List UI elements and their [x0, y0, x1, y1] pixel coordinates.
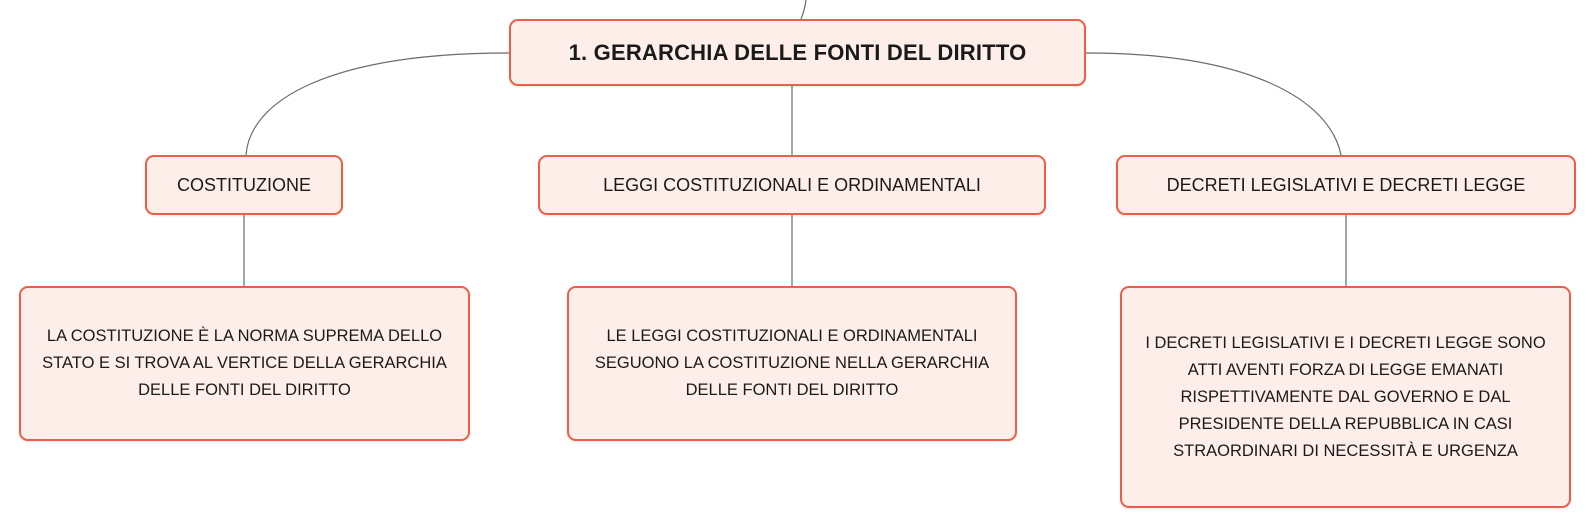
branch-label: DECRETI LEGISLATIVI E DECRETI LEGGE [1166, 174, 1526, 195]
branch-label: COSTITUZIONE [177, 174, 311, 195]
root-topic[interactable] [509, 19, 1086, 86]
detail-line: LA COSTITUZIONE È LA NORMA SUPREMA DELLO [46, 327, 443, 345]
detail-line: RISPETTIVAMENTE DAL GOVERNO E DAL [1180, 387, 1511, 406]
connector-root-to-decreti [1086, 53, 1341, 155]
detail-decreti-legislativi[interactable] [1120, 286, 1571, 508]
detail-line: DELLE FONTI DEL DIRITTO [138, 381, 351, 399]
branch-leggi-costituzionali[interactable] [538, 155, 1046, 215]
detail-line: STRAORDINARI DI NECESSITÀ E URGENZA [1173, 441, 1518, 460]
detail-line: LE LEGGI COSTITUZIONALI E ORDINAMENTALI [606, 327, 978, 345]
detail-text [595, 323, 989, 404]
detail-text [42, 323, 447, 404]
detail-line: ATTI AVENTI FORZA DI LEGGE EMANATI [1187, 360, 1504, 379]
detail-line: STATO E SI TROVA AL VERTICE DELLA GERARCHIA [42, 354, 447, 372]
detail-line: I DECRETI LEGISLATIVI E I DECRETI LEGGE SONO [1145, 333, 1546, 352]
branch-costituzione[interactable] [145, 155, 343, 215]
detail-leggi-costituzionali[interactable] [567, 286, 1017, 441]
branch-label: LEGGI COSTITUZIONALI E ORDINAMENTALI [603, 174, 981, 195]
detail-costituzione[interactable] [19, 286, 470, 441]
detail-line: SEGUONO LA COSTITUZIONE NELLA GERARCHIA [594, 354, 990, 372]
detail-text [1145, 330, 1545, 465]
detail-line: DELLE FONTI DEL DIRITTO [685, 381, 899, 399]
detail-line: PRESIDENTE DELLA REPUBBLICA IN CASI [1178, 414, 1513, 433]
root-topic-label: 1. GERARCHIA DELLE FONTI DEL DIRITTO [568, 39, 1027, 65]
connector-parent-to-root [801, 0, 806, 19]
branch-decreti-legislativi[interactable] [1116, 155, 1576, 215]
connector-root-to-costituzione [246, 53, 509, 155]
